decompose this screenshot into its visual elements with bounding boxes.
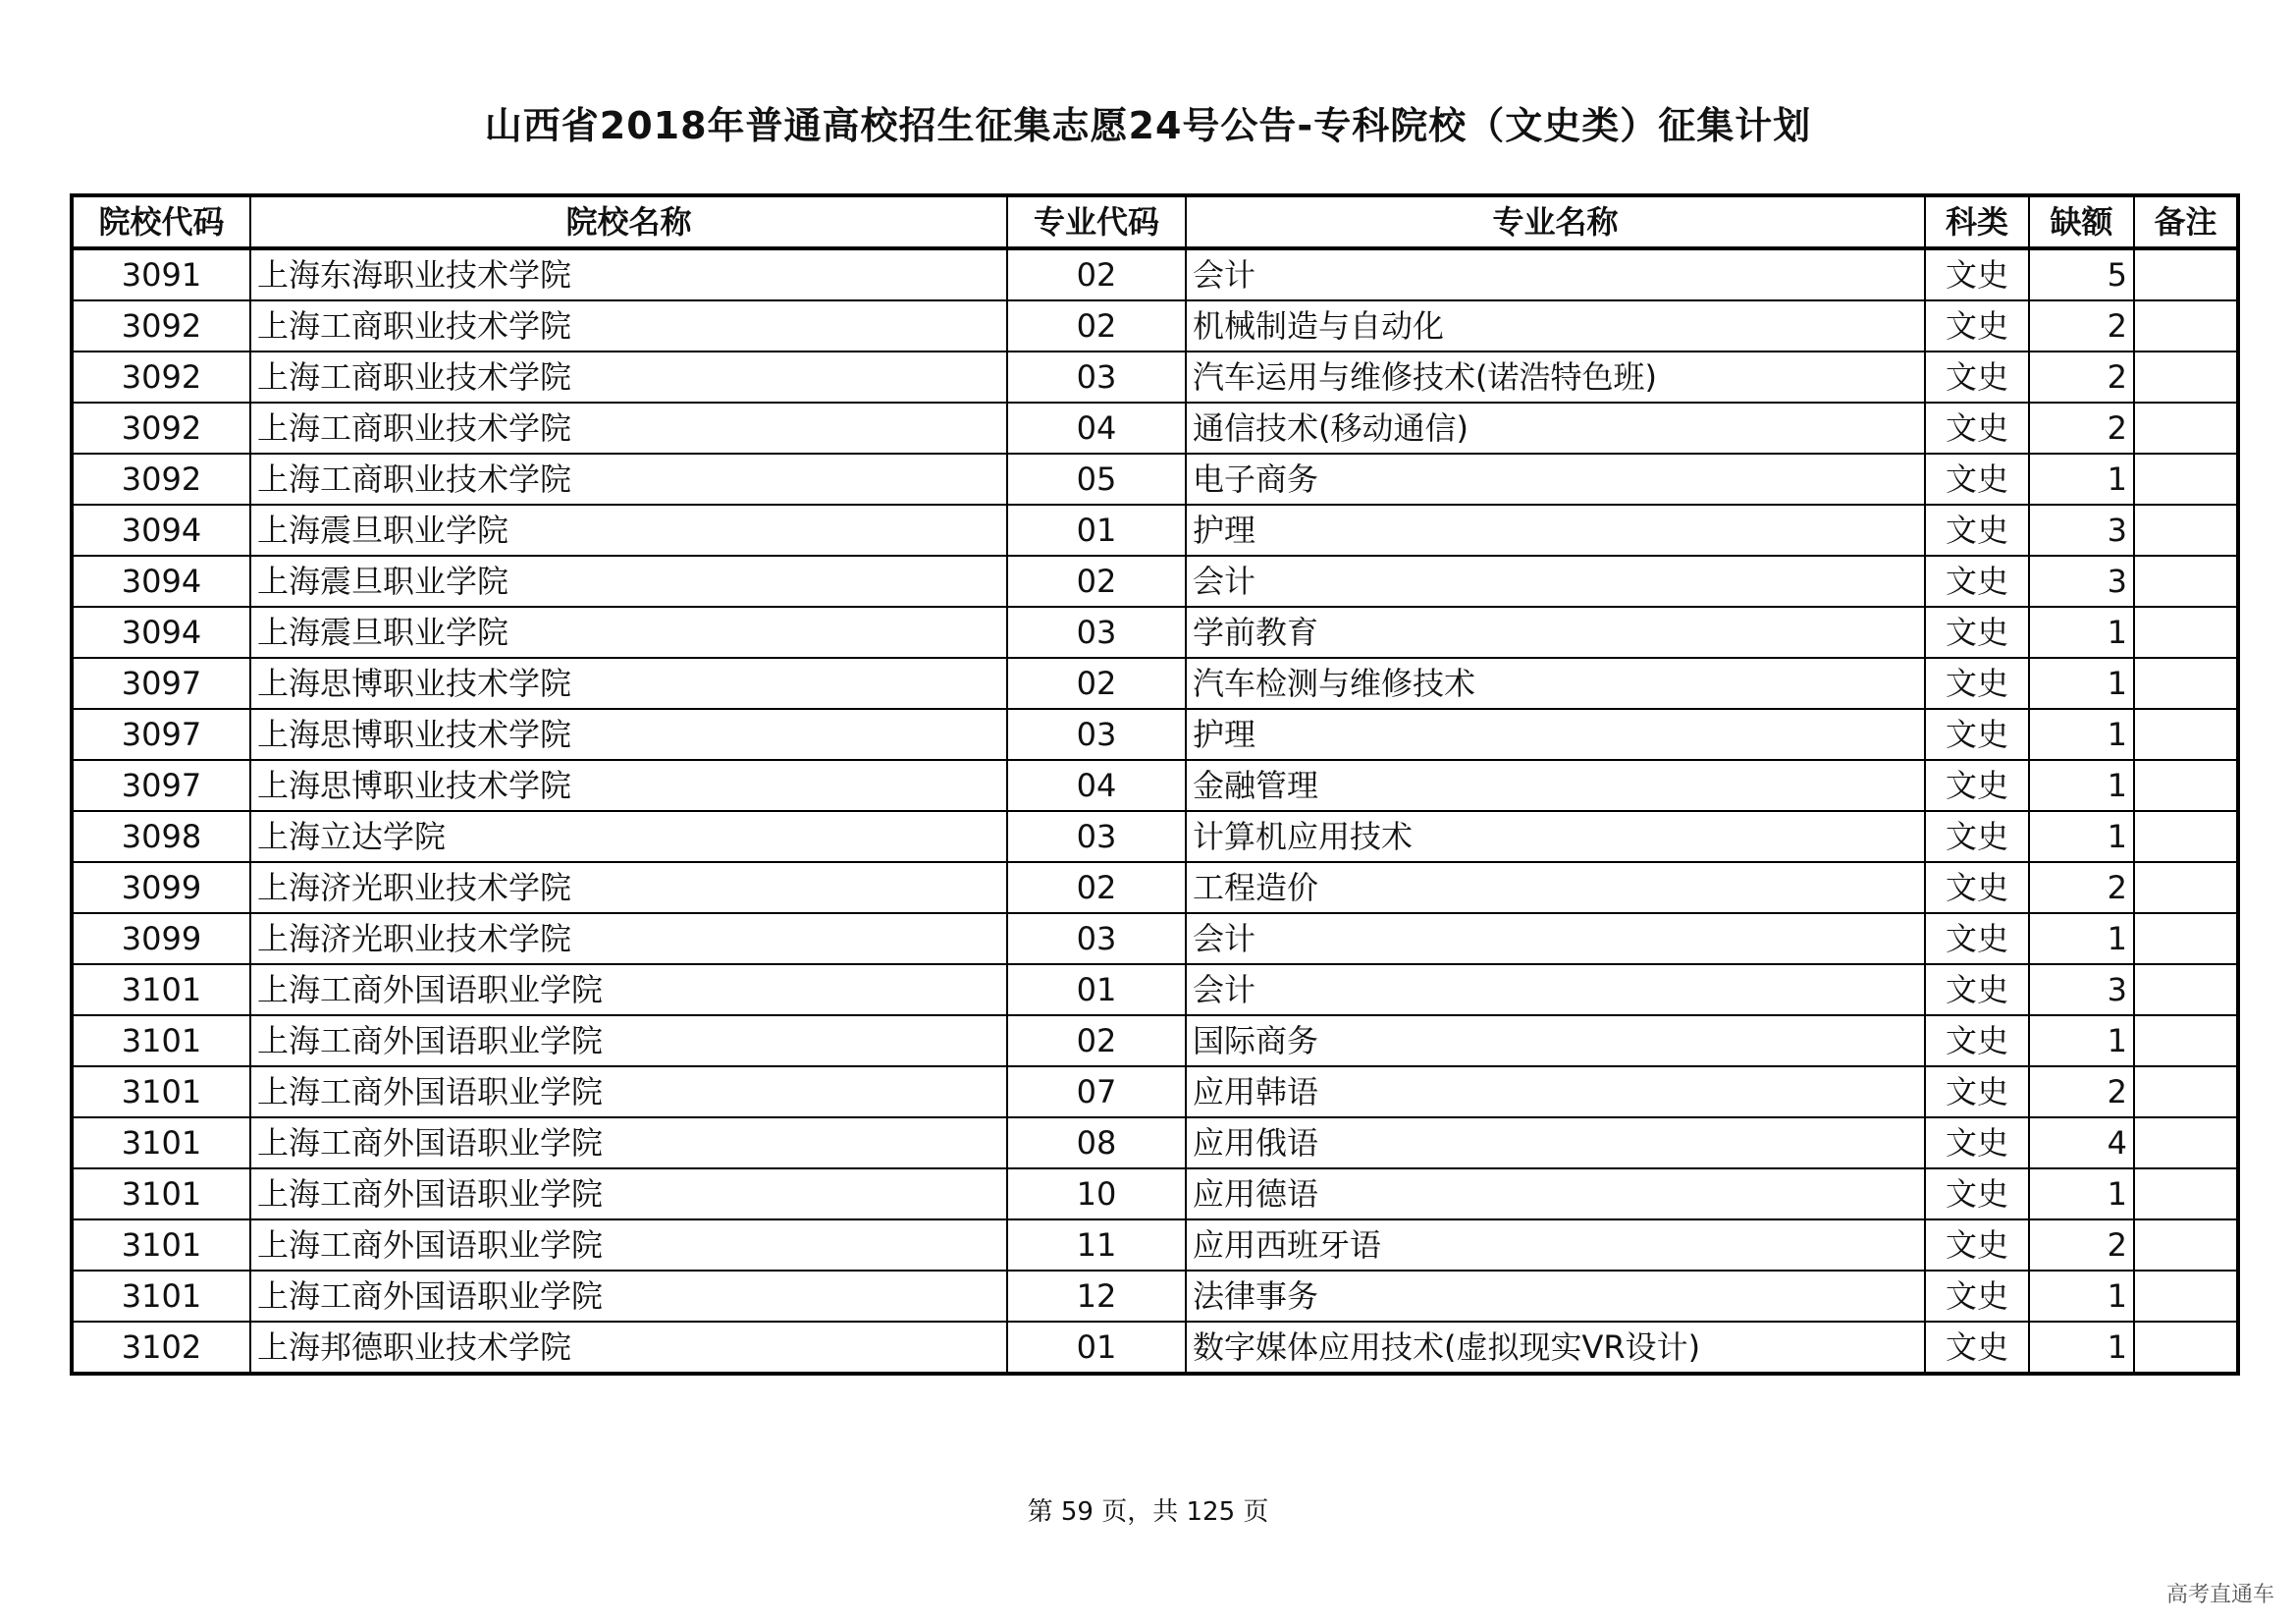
cell-school-name: 上海震旦职业学院: [250, 607, 1007, 658]
cell-school-name: 上海工商外国语职业学院: [250, 1271, 1007, 1322]
cell-major-code: 05: [1007, 454, 1186, 505]
cell-category: 文史: [1925, 811, 2029, 862]
cell-school-name: 上海思博职业技术学院: [250, 760, 1007, 811]
cell-major-name: 会计: [1186, 556, 1925, 607]
cell-school-name: 上海东海职业技术学院: [250, 248, 1007, 300]
cell-category: 文史: [1925, 1271, 2029, 1322]
cell-remark: [2134, 811, 2238, 862]
table-row: [72, 1015, 2238, 1066]
table-row: [72, 454, 2238, 505]
cell-school-name: 上海工商外国语职业学院: [250, 1168, 1007, 1219]
table-body: [72, 248, 2238, 1374]
cell-major-code: 01: [1007, 964, 1186, 1015]
cell-category: 文史: [1925, 964, 2029, 1015]
cell-major-code: 02: [1007, 300, 1186, 352]
header-major-name: 专业名称: [1186, 195, 1925, 248]
table-row: [72, 760, 2238, 811]
cell-category: 文史: [1925, 709, 2029, 760]
enrollment-plan-table: [70, 193, 2240, 1376]
cell-major-code: 12: [1007, 1271, 1186, 1322]
cell-major-code: 04: [1007, 760, 1186, 811]
cell-school-name: 上海震旦职业学院: [250, 556, 1007, 607]
header-school-name: 院校名称: [250, 195, 1007, 248]
cell-major-code: 01: [1007, 1322, 1186, 1374]
cell-vacancy: 4: [2029, 1117, 2134, 1168]
cell-school-code: 3097: [72, 709, 250, 760]
cell-school-code: 3099: [72, 862, 250, 913]
cell-category: 文史: [1925, 760, 2029, 811]
cell-school-name: 上海立达学院: [250, 811, 1007, 862]
cell-major-code: 11: [1007, 1219, 1186, 1271]
cell-vacancy: 1: [2029, 1271, 2134, 1322]
cell-vacancy: 3: [2029, 556, 2134, 607]
cell-major-code: 02: [1007, 556, 1186, 607]
table-row: [72, 556, 2238, 607]
cell-vacancy: 2: [2029, 352, 2134, 403]
cell-major-code: 03: [1007, 352, 1186, 403]
cell-remark: [2134, 964, 2238, 1015]
page-footer: 第 59 页，共 125 页: [1027, 1497, 1269, 1527]
table-row: [72, 1066, 2238, 1117]
cell-vacancy: 2: [2029, 300, 2134, 352]
cell-remark: [2134, 505, 2238, 556]
table-row: [72, 913, 2238, 964]
cell-category: 文史: [1925, 300, 2029, 352]
cell-remark: [2134, 1219, 2238, 1271]
cell-school-name: 上海济光职业技术学院: [250, 913, 1007, 964]
table-row: [72, 811, 2238, 862]
cell-school-code: 3094: [72, 556, 250, 607]
cell-category: 文史: [1925, 1219, 2029, 1271]
cell-major-code: 02: [1007, 1015, 1186, 1066]
cell-major-name: 计算机应用技术: [1186, 811, 1925, 862]
cell-school-name: 上海工商外国语职业学院: [250, 1066, 1007, 1117]
cell-category: 文史: [1925, 505, 2029, 556]
cell-major-code: 03: [1007, 709, 1186, 760]
cell-major-name: 数字媒体应用技术(虚拟现实VR设计): [1186, 1322, 1925, 1374]
cell-major-name: 机械制造与自动化: [1186, 300, 1925, 352]
cell-category: 文史: [1925, 1168, 2029, 1219]
cell-school-name: 上海工商职业技术学院: [250, 300, 1007, 352]
cell-vacancy: 1: [2029, 760, 2134, 811]
cell-remark: [2134, 862, 2238, 913]
cell-category: 文史: [1925, 1015, 2029, 1066]
cell-remark: [2134, 1271, 2238, 1322]
cell-vacancy: 2: [2029, 1066, 2134, 1117]
cell-remark: [2134, 300, 2238, 352]
cell-school-code: 3102: [72, 1322, 250, 1374]
cell-major-name: 会计: [1186, 964, 1925, 1015]
cell-vacancy: 3: [2029, 964, 2134, 1015]
cell-major-code: 03: [1007, 913, 1186, 964]
cell-remark: [2134, 1015, 2238, 1066]
cell-major-code: 03: [1007, 607, 1186, 658]
cell-major-name: 应用西班牙语: [1186, 1219, 1925, 1271]
cell-school-name: 上海工商职业技术学院: [250, 352, 1007, 403]
cell-vacancy: 2: [2029, 403, 2134, 454]
cell-major-name: 护理: [1186, 505, 1925, 556]
cell-major-name: 应用韩语: [1186, 1066, 1925, 1117]
table-row: [72, 1322, 2238, 1374]
cell-major-code: 02: [1007, 862, 1186, 913]
cell-vacancy: 1: [2029, 811, 2134, 862]
cell-category: 文史: [1925, 556, 2029, 607]
cell-category: 文史: [1925, 1117, 2029, 1168]
cell-remark: [2134, 658, 2238, 709]
header-remark: 备注: [2134, 195, 2238, 248]
cell-major-name: 法律事务: [1186, 1271, 1925, 1322]
cell-school-code: 3092: [72, 454, 250, 505]
cell-remark: [2134, 1066, 2238, 1117]
cell-category: 文史: [1925, 658, 2029, 709]
table-row: [72, 709, 2238, 760]
cell-remark: [2134, 709, 2238, 760]
cell-school-name: 上海工商外国语职业学院: [250, 1015, 1007, 1066]
cell-school-code: 3094: [72, 505, 250, 556]
table-row: [72, 964, 2238, 1015]
cell-school-code: 3097: [72, 658, 250, 709]
cell-major-name: 汽车运用与维修技术(诺浩特色班): [1186, 352, 1925, 403]
cell-school-name: 上海思博职业技术学院: [250, 658, 1007, 709]
cell-major-name: 通信技术(移动通信): [1186, 403, 1925, 454]
cell-category: 文史: [1925, 454, 2029, 505]
cell-major-name: 国际商务: [1186, 1015, 1925, 1066]
cell-vacancy: 1: [2029, 913, 2134, 964]
cell-school-code: 3101: [72, 1015, 250, 1066]
cell-school-name: 上海工商职业技术学院: [250, 403, 1007, 454]
table-row: [72, 1271, 2238, 1322]
header-major-code: 专业代码: [1007, 195, 1186, 248]
cell-category: 文史: [1925, 913, 2029, 964]
cell-school-code: 3101: [72, 1168, 250, 1219]
cell-category: 文史: [1925, 1322, 2029, 1374]
table-header-row: [72, 195, 2238, 248]
cell-remark: [2134, 1117, 2238, 1168]
table-row: [72, 403, 2238, 454]
cell-major-code: 10: [1007, 1168, 1186, 1219]
cell-remark: [2134, 403, 2238, 454]
table-row: [72, 352, 2238, 403]
cell-major-code: 07: [1007, 1066, 1186, 1117]
cell-major-code: 08: [1007, 1117, 1186, 1168]
cell-vacancy: 2: [2029, 862, 2134, 913]
cell-vacancy: 1: [2029, 1015, 2134, 1066]
table-row: [72, 607, 2238, 658]
cell-vacancy: 1: [2029, 1168, 2134, 1219]
cell-vacancy: 1: [2029, 658, 2134, 709]
cell-remark: [2134, 1322, 2238, 1374]
cell-remark: [2134, 352, 2238, 403]
cell-school-code: 3099: [72, 913, 250, 964]
cell-school-name: 上海济光职业技术学院: [250, 862, 1007, 913]
cell-major-name: 金融管理: [1186, 760, 1925, 811]
cell-vacancy: 1: [2029, 454, 2134, 505]
cell-major-code: 02: [1007, 658, 1186, 709]
table-row: [72, 300, 2238, 352]
table-row: [72, 248, 2238, 300]
cell-major-code: 01: [1007, 505, 1186, 556]
cell-school-name: 上海思博职业技术学院: [250, 709, 1007, 760]
header-school-code: 院校代码: [72, 195, 250, 248]
cell-category: 文史: [1925, 607, 2029, 658]
cell-remark: [2134, 454, 2238, 505]
cell-vacancy: 5: [2029, 248, 2134, 300]
table-row: [72, 862, 2238, 913]
cell-school-code: 3101: [72, 964, 250, 1015]
cell-remark: [2134, 1168, 2238, 1219]
cell-school-code: 3101: [72, 1271, 250, 1322]
page-title: 山西省2018年普通高校招生征集志愿24号公告-专科院校（文史类）征集计划: [484, 104, 1812, 147]
cell-remark: [2134, 607, 2238, 658]
cell-school-name: 上海工商外国语职业学院: [250, 964, 1007, 1015]
watermark: 高考直通车: [2165, 1583, 2274, 1607]
table-row: [72, 658, 2238, 709]
cell-major-name: 学前教育: [1186, 607, 1925, 658]
cell-major-code: 04: [1007, 403, 1186, 454]
cell-major-code: 02: [1007, 248, 1186, 300]
cell-school-name: 上海工商职业技术学院: [250, 454, 1007, 505]
cell-category: 文史: [1925, 862, 2029, 913]
cell-school-code: 3097: [72, 760, 250, 811]
cell-school-code: 3101: [72, 1066, 250, 1117]
cell-category: 文史: [1925, 352, 2029, 403]
cell-vacancy: 2: [2029, 1219, 2134, 1271]
cell-vacancy: 1: [2029, 1322, 2134, 1374]
cell-vacancy: 1: [2029, 709, 2134, 760]
table-row: [72, 1117, 2238, 1168]
table-row: [72, 505, 2238, 556]
cell-school-code: 3092: [72, 403, 250, 454]
table-row: [72, 1219, 2238, 1271]
cell-school-code: 3094: [72, 607, 250, 658]
cell-school-name: 上海震旦职业学院: [250, 505, 1007, 556]
cell-category: 文史: [1925, 1066, 2029, 1117]
cell-school-name: 上海工商外国语职业学院: [250, 1117, 1007, 1168]
cell-school-code: 3098: [72, 811, 250, 862]
header-vacancy: 缺额: [2029, 195, 2134, 248]
cell-remark: [2134, 760, 2238, 811]
cell-major-code: 03: [1007, 811, 1186, 862]
cell-school-name: 上海邦德职业技术学院: [250, 1322, 1007, 1374]
cell-remark: [2134, 913, 2238, 964]
cell-remark: [2134, 556, 2238, 607]
cell-major-name: 会计: [1186, 913, 1925, 964]
header-category: 科类: [1925, 195, 2029, 248]
cell-major-name: 工程造价: [1186, 862, 1925, 913]
cell-school-code: 3101: [72, 1117, 250, 1168]
table-row: [72, 1168, 2238, 1219]
cell-category: 文史: [1925, 403, 2029, 454]
cell-major-name: 应用德语: [1186, 1168, 1925, 1219]
cell-major-name: 电子商务: [1186, 454, 1925, 505]
cell-major-name: 应用俄语: [1186, 1117, 1925, 1168]
cell-school-code: 3091: [72, 248, 250, 300]
cell-school-name: 上海工商外国语职业学院: [250, 1219, 1007, 1271]
cell-school-code: 3101: [72, 1219, 250, 1271]
cell-major-name: 会计: [1186, 248, 1925, 300]
cell-category: 文史: [1925, 248, 2029, 300]
cell-school-code: 3092: [72, 352, 250, 403]
cell-vacancy: 1: [2029, 607, 2134, 658]
cell-remark: [2134, 248, 2238, 300]
cell-major-name: 护理: [1186, 709, 1925, 760]
cell-vacancy: 3: [2029, 505, 2134, 556]
cell-school-code: 3092: [72, 300, 250, 352]
cell-major-name: 汽车检测与维修技术: [1186, 658, 1925, 709]
